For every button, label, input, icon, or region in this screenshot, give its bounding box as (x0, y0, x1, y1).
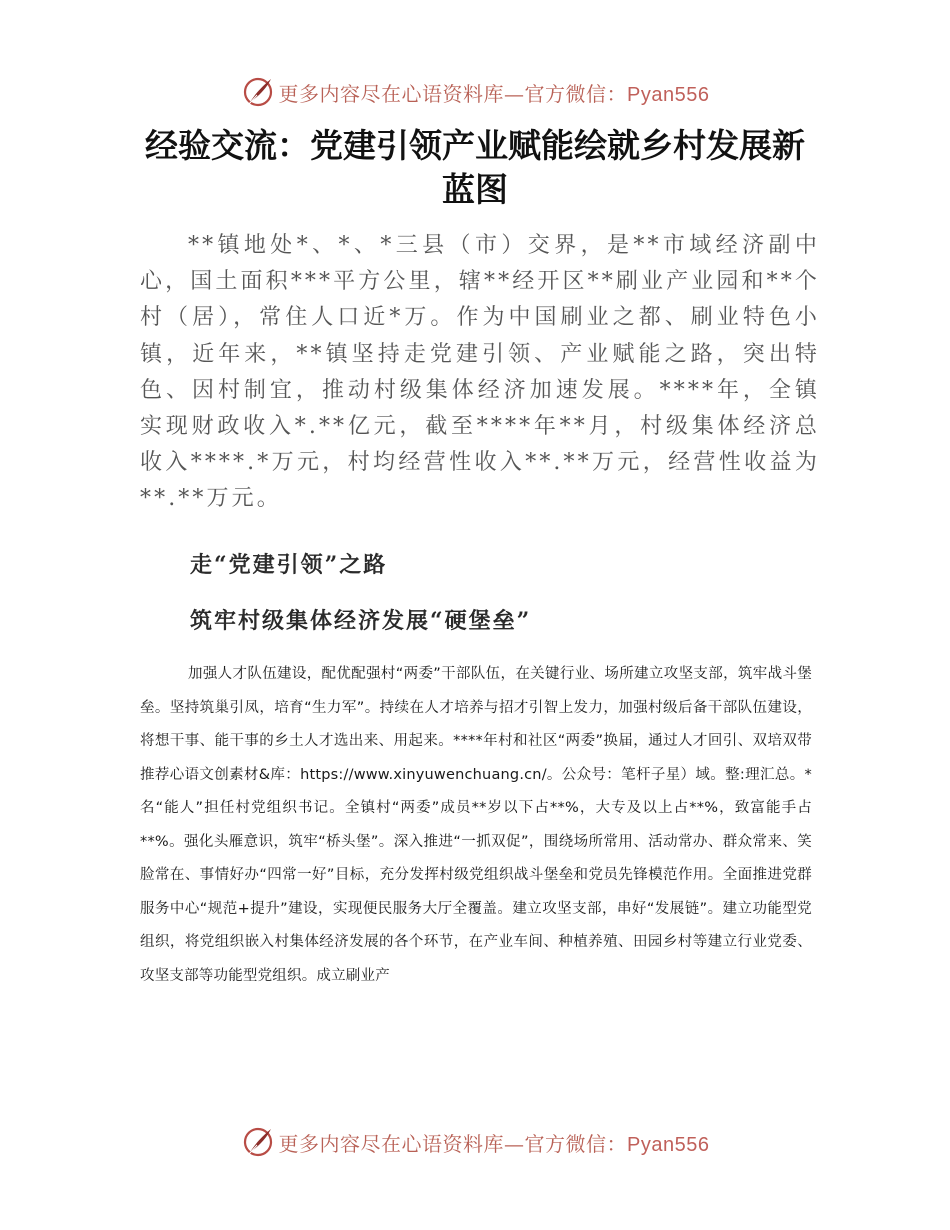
body-paragraph: 加强人才队伍建设，配优配强村“两委”干部队伍，在关键行业、场所建立攻坚支部，筑牢战斗堡垒。坚持筑巢引凤，培育“生力军”。持续在人才培养与招才引智上发力，加强村级后备干部队伍建设，将想干事、能干事的乡土人才选出来、用起来。****年村和社区“两委”换届，通过人才回引、双培双带推荐心语文创素材&库：https://www.xinyuwenchuang.cn/。公众号：笔杆子星）域。整:理汇总。*名“能人”担任村党组织书记。全镇村“两委”成员**岁以下占**%，大专及以上占**%，致富能手占**%。强化头雁意识，筑牢“桥头堡”。深入推进“一抓双促”，围绕场所常用、活动常办、群众常来、笑脸常在、事情好办“四常一好”目标，充分发挥村级党组织战斗堡垒和党员先锋模范作用。全面推进党群服务中心“规范+提升”建设，实现便民服务大厅全覆盖。建立攻坚支部，串好“发展链”。建立功能型党组织，将党组织嵌入村集体经济发展的各个环节，在产业车间、种植养殖、田园乡村等建立行业党委、攻坚支部等功能型党组织。成立刷业产 (140, 666, 812, 984)
intro-paragraph: **镇地处*、*、*三县（市）交界，是**市域经济副中心，国土面积***平方公里，辖**经开区**刷业产业园和**个村（居），常住人口近*万。作为中国刷业之都、刷业特色小镇，近年来，**镇坚持走党建引领、产业赋能之路，突出特色、因村制宜，推动村级集体经济加速发展。****年，全镇实现财政收入*.**亿元，截至****年**月，村级集体经济总收入****.*万元，村均经营性收入**.**万元，经营性收益为**.**万元。 (140, 233, 820, 512)
watermark-text: 更多内容尽在心语资料库—官方微信：Pyan556 (278, 1131, 710, 1156)
header-watermark-banner (0, 72, 950, 112)
feather-pen-logo-icon (241, 75, 275, 109)
wechat-handle: Pyan556 (627, 83, 710, 106)
footer-watermark-banner (0, 1122, 950, 1162)
section-heading: 走“党建引领”之路 (190, 552, 388, 578)
document-title: 经验交流：党建引领产业赋能绘就乡村发展新蓝图 (145, 126, 805, 209)
feather-pen-logo-icon (241, 1125, 275, 1159)
subsection-heading: 筑牢村级集体经济发展“硬堡垒” (190, 608, 532, 634)
wechat-handle: Pyan556 (627, 1133, 710, 1156)
watermark-text: 更多内容尽在心语资料库—官方微信：Pyan556 (278, 81, 710, 106)
